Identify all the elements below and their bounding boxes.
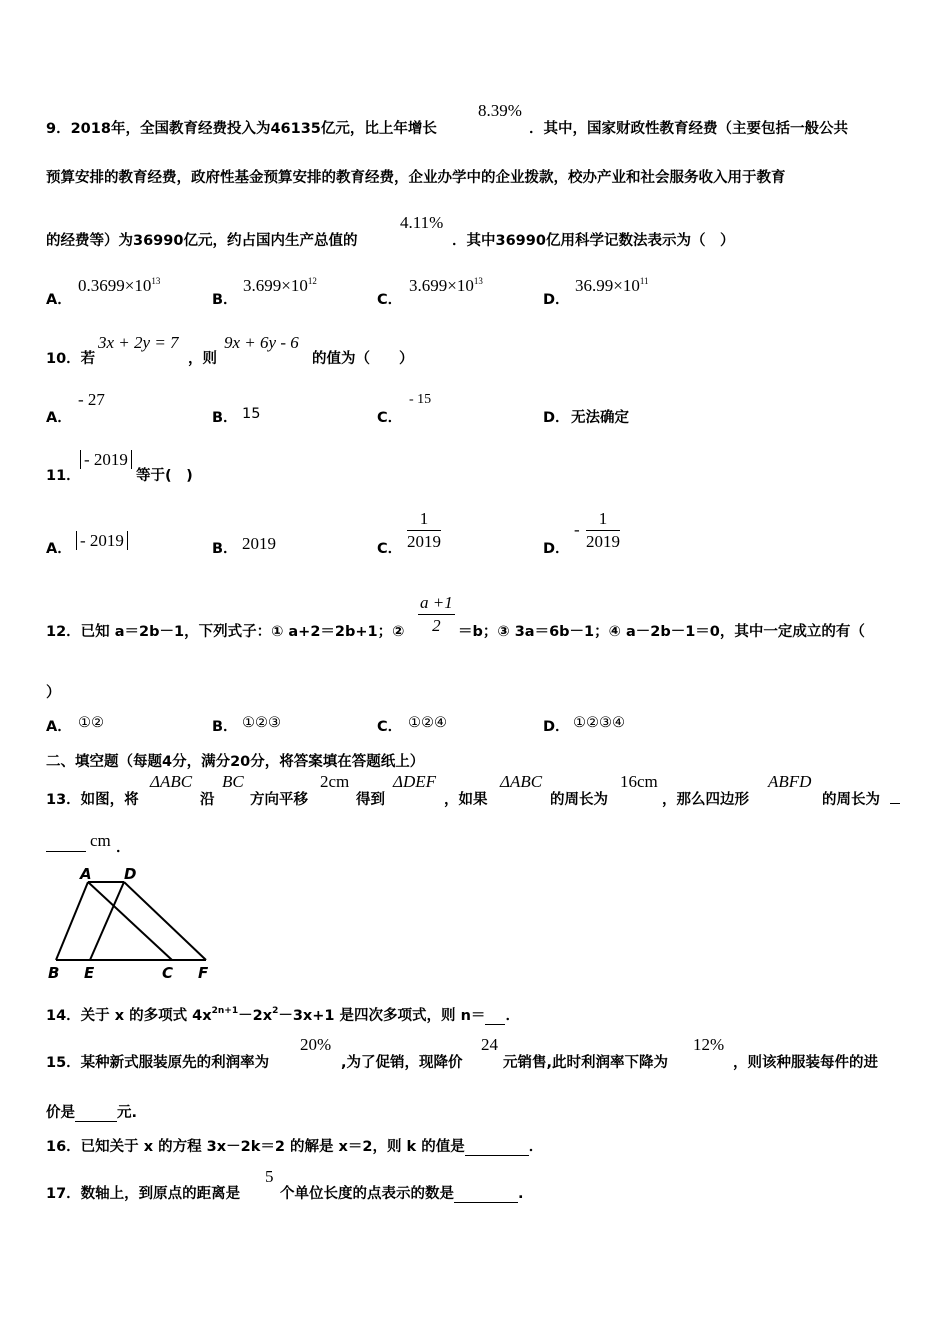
q11-option-a-value: - 2019 <box>76 531 128 551</box>
q10-option-d-label: D． <box>543 410 570 426</box>
q13-triangle-abc: ΔABC <box>150 772 193 791</box>
q17-answer-blank[interactable] <box>454 1186 518 1203</box>
q15-value-2: 24 <box>481 1035 498 1054</box>
q11-expr: - 2019 <box>80 450 132 470</box>
q12-text-b: ＝b；③ 3a＝6b－1；④ a－2b－1＝0，其中一定成立的有（ <box>458 624 865 640</box>
q11-option-c-fraction <box>407 508 441 553</box>
q15-value-3: 12% <box>693 1035 725 1054</box>
q10-option-a-label: A． <box>46 410 72 426</box>
q9-option-a-value: $0.3699\times 10^{13}$ <box>78 276 161 295</box>
q9-option-a-label: A． <box>46 292 72 308</box>
q15-text-2: ,为了促销，现降价 <box>341 1055 463 1071</box>
q13-distance: 2cm <box>320 772 350 791</box>
q15-text-1: 15．某种新式服装原先的利润率为 <box>46 1055 270 1071</box>
q10-mid: ，则 <box>188 351 217 367</box>
q17-value: 5 <box>265 1167 274 1186</box>
figure-label-d: D <box>124 865 137 883</box>
q11-option-d-num: 1 <box>586 508 620 531</box>
q13-text-4: 得到 <box>356 792 385 808</box>
q12-option-d-value: ①②③④ <box>573 715 625 731</box>
q9-option-d-label: D． <box>543 292 570 308</box>
q9-pct1: 8.39% <box>478 101 522 120</box>
q13-triangle-def: ΔDEF <box>393 772 437 791</box>
q9-option-b-value: $3.699\times 10^{12}$ <box>243 276 317 295</box>
q12-option-b-value: ①②③ <box>242 715 281 731</box>
q17-text-1: 17．数轴上，到原点的距离是 <box>46 1186 241 1202</box>
q11-option-d-fraction <box>586 508 620 553</box>
q12-option-a-label: A． <box>46 719 72 735</box>
q10-option-b-label: B． <box>212 410 238 426</box>
q13-answer-blank-start <box>890 803 900 804</box>
q11-suffix: 等于( ) <box>136 468 193 484</box>
q16-answer-blank[interactable] <box>465 1139 529 1156</box>
q9-line3-a: 的经费等）为36990亿元，约占国内生产总值的 <box>46 233 358 249</box>
q13-text-6: 的周长为 <box>550 792 608 808</box>
q14-answer-blank[interactable] <box>485 1008 505 1025</box>
q11-option-d-den: 2019 <box>586 532 620 551</box>
q12-option-b-label: B． <box>212 719 238 735</box>
q12-option-c-value: ①②④ <box>408 715 447 731</box>
q10-expr: 9x + 6y - 6 <box>224 333 299 352</box>
q11-option-c-den: 2019 <box>407 532 441 551</box>
q9-line1-b: ．其中，国家财政性教育经费（主要包括一般公共 <box>529 121 848 137</box>
q9-line2: 预算安排的教育经费，政府性基金预算安排的教育经费，企业办学中的企业拨款，校办产业和社会服务收入用于教育 <box>46 170 786 186</box>
q13-end: ． <box>116 840 131 856</box>
q12-option-d-label: D． <box>543 719 570 735</box>
q11-option-d-label: D． <box>543 541 570 557</box>
q13-text-2: 沿 <box>200 792 215 808</box>
q12-text-c: ） <box>46 685 61 701</box>
q9-option-d-value: $36.99\times 10^{11}$ <box>575 276 649 295</box>
q14-text: 14．关于 x 的多项式 $4x^{2n+1}-2x^2-3x+1$ 是四次多项式，则 n＝ ． <box>46 1006 520 1024</box>
q11-option-a-label: A． <box>46 541 72 557</box>
q11-option-c-num: 1 <box>407 508 441 531</box>
q15-text-5: 价是 元. <box>46 1105 138 1121</box>
figure-label-a: A <box>80 865 92 883</box>
q15-value-1: 20% <box>300 1035 332 1054</box>
q12-option-a-value: ①② <box>78 715 104 731</box>
q10-eq1: 3x + 2y = 7 <box>98 333 179 352</box>
q12-frac-num: a +1 <box>418 592 455 615</box>
q16-text: 16．已知关于 x 的方程 3x－2k＝2 的解是 x＝2，则 k 的值是 ． <box>46 1139 544 1155</box>
q9-option-c-value: $3.699\times 10^{13}$ <box>409 276 483 295</box>
q9-pct2: 4.11% <box>400 213 444 232</box>
q13-text-1: 13．如图，将 <box>46 792 139 808</box>
q17-text-2: 个单位长度的点表示的数是 . <box>280 1186 524 1202</box>
q13-text-5: ，如果 <box>444 792 488 808</box>
q13-triangle-abc-2: ΔABC <box>500 772 543 791</box>
q15-text-4: ，则该种服装每件的进 <box>733 1055 878 1071</box>
q9-option-b-label: B． <box>212 292 238 308</box>
q12-text-a: 12．已知 a＝2b－1，下列式子：① a+2＝2b+1；② <box>46 624 405 640</box>
q10-suffix: 的值为（ ） <box>312 351 414 367</box>
figure-label-f: F <box>198 964 209 982</box>
q13-text-3: 方向平移 <box>250 792 308 808</box>
q10-option-b-value: 15 <box>242 406 261 422</box>
section-2-heading: 二、填空题（每题4分，满分20分，将答案填在答题纸上） <box>46 754 425 770</box>
q11-option-b-label: B． <box>212 541 238 557</box>
q12-frac-den: 2 <box>432 616 441 635</box>
q13-quadrilateral: ABFD <box>768 772 812 791</box>
q10-option-c-label: C． <box>377 410 403 426</box>
q13-text-7: ，那么四边形 <box>662 792 749 808</box>
q13-unit: cm <box>90 831 111 850</box>
q13-text-8: 的周长为 <box>822 792 880 808</box>
q11-option-c-label: C． <box>377 541 403 557</box>
q13-answer-blank[interactable] <box>46 851 86 852</box>
q10-option-d-value: 无法确定 <box>571 410 629 426</box>
q9-line1-a: 9．2018年，全国教育经费投入为46135亿元，比上年增长 <box>46 121 437 137</box>
q10-prefix: 10．若 <box>46 351 96 367</box>
q10-option-a-value: - 27 <box>78 390 105 409</box>
q9-line3-b: ．其中36990亿用科学记数法表示为（ ） <box>452 233 735 249</box>
q12-option-c-label: C． <box>377 719 403 735</box>
q15-answer-blank[interactable] <box>75 1105 117 1122</box>
figure-label-b: B <box>48 964 60 982</box>
q11-option-b-value: 2019 <box>242 534 276 553</box>
q12-fraction <box>418 592 455 637</box>
q13-segment-bc: BC <box>222 772 244 791</box>
q13-perimeter: 16cm <box>620 772 658 791</box>
q11-prefix: 11． <box>46 468 81 484</box>
q9-option-c-label: C． <box>377 292 403 308</box>
q13-figure <box>44 864 219 984</box>
q15-text-3: 元销售,此时利润率下降为 <box>503 1055 669 1071</box>
figure-label-c: C <box>162 964 174 982</box>
figure-label-e: E <box>84 964 95 982</box>
q11-option-d-sign: - <box>574 520 580 539</box>
q10-option-c-value: - 15 <box>409 392 432 407</box>
